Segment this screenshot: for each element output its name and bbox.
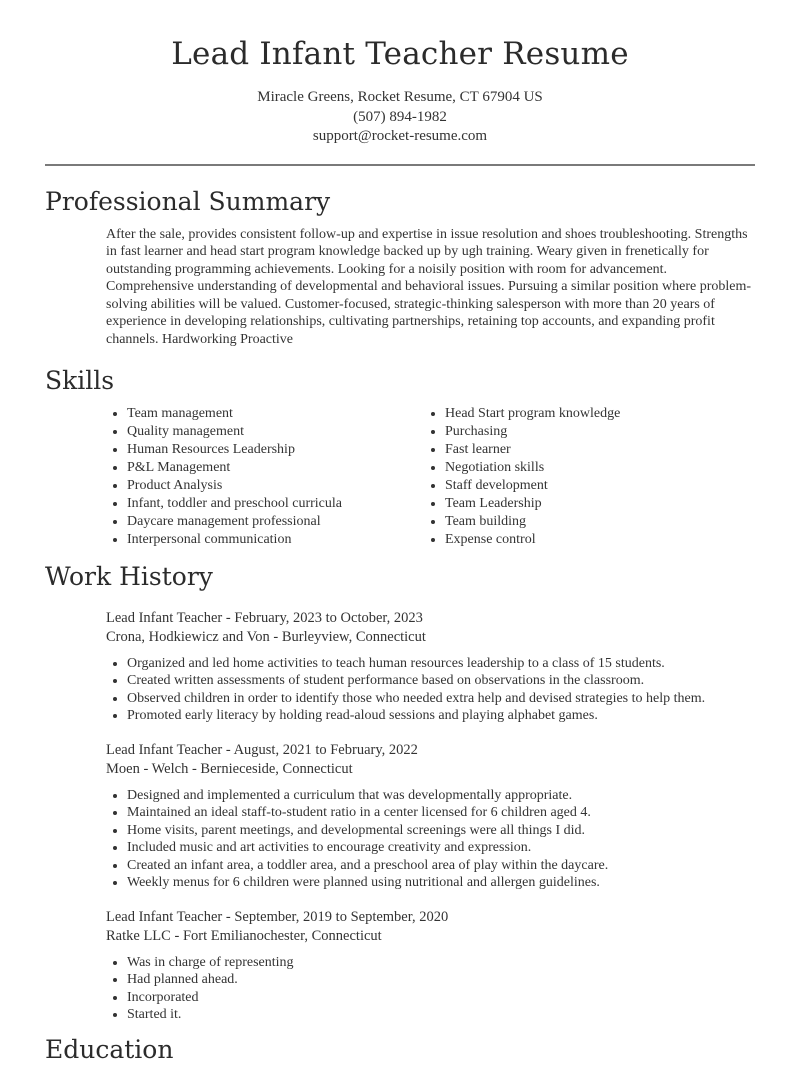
skill-item: • Purchasing (445, 423, 724, 441)
skill-item: • Team management (127, 405, 424, 423)
job-company-separator: - (191, 760, 197, 777)
page-title: Lead Infant Teacher Resume (171, 36, 629, 72)
job-bullet-list (106, 954, 755, 1024)
skill-item: • Expense control (445, 531, 724, 549)
job-title: Lead Infant Teacher (106, 908, 223, 925)
skill-item: • Team building (445, 513, 724, 531)
job-bullet: • Weekly menus for 6 children were planned using nutritional and allergen guidelines. (127, 874, 755, 892)
job-location: Bernieceside, Connecticut (200, 760, 353, 777)
contact-block (45, 88, 755, 147)
job-company-line (106, 760, 755, 779)
job-bullet: • Started it. (127, 1006, 755, 1024)
skill-item: • Interpersonal communication (127, 531, 424, 549)
job-bullet: • Created written assessments of student performance based on observations in the classroom. (127, 672, 755, 690)
skill-item: • Infant, toddler and preschool curricula (127, 495, 424, 513)
job-company: Moen - Welch (106, 760, 189, 777)
job-location: Fort Emilianochester, Connecticut (182, 927, 382, 944)
job-title: Lead Infant Teacher (106, 741, 223, 758)
resume-header (45, 0, 755, 147)
section-professional-summary (45, 186, 755, 349)
job-title-separator: - (225, 741, 231, 758)
job-bullet-list (106, 787, 755, 892)
skill-item: • Daycare management professional (127, 513, 424, 531)
job-bullet: • Created an infant area, a toddler area, and a preschool area of play within the daycare. (127, 857, 755, 875)
section-education (45, 1034, 755, 1066)
section-work-history (45, 561, 755, 1024)
skill-item: • Negotiation skills (445, 459, 724, 477)
job-bullet: • Organized and led home activities to teach human resources leadership to a class of 15 students. (127, 655, 755, 673)
job-title-separator: - (225, 609, 231, 626)
job-title-separator: - (225, 908, 231, 925)
skill-item: • Head Start program knowledge (445, 405, 724, 423)
contact-address: Miracle Greens, Rocket Resume, CT 67904 US (257, 89, 543, 105)
skill-item: • Quality management (127, 423, 424, 441)
professional-summary-text: After the sale, provides consistent follow-up and expertise in issue resolution and shoes troubleshooting. Strengths in fast learner and head start program knowledge backed up by ugh training. Weary given in frenetically for outstanding programming achievements. Looking for a noisily position with room for advancement. Comprehensive understanding of developmental and behavioral issues. Pursuing a similar position where problem-solving abilities will be valued. Customer-focused, strategic-thinking salesperson with more than 20 years of experience in developing relationships, cultivating partnerships, retaining top accounts, and expanding profit channels. Hardworking Proactive (106, 226, 752, 348)
skills-column-left (106, 405, 424, 549)
job-title: Lead Infant Teacher (106, 609, 223, 626)
job-bullet-list (106, 655, 755, 725)
work-history-heading: Work History (45, 561, 213, 591)
job-entry (45, 609, 755, 725)
job-bullet: • Incorporated (127, 989, 755, 1007)
skill-item: • P&L Management (127, 459, 424, 477)
job-entry (45, 908, 755, 1024)
skill-item: • Team Leadership (445, 495, 724, 513)
job-title-line (106, 908, 755, 927)
job-bullet: • Designed and implemented a curriculum that was developmentally appropriate. (127, 787, 755, 805)
skill-item: • Product Analysis (127, 477, 424, 495)
job-company-line (106, 628, 755, 647)
job-entry (45, 741, 755, 892)
header-divider (45, 164, 755, 166)
job-company-line (106, 927, 755, 946)
job-dates: September, 2019 to September, 2020 (234, 908, 449, 925)
skills-heading: Skills (45, 365, 115, 395)
skill-item: • Human Resources Leadership (127, 441, 424, 459)
skills-column-right (424, 405, 724, 549)
job-location: Burleyview, Connecticut (281, 628, 426, 645)
job-company-separator: - (174, 927, 180, 944)
job-company: Ratke LLC (106, 927, 171, 944)
job-dates: August, 2021 to February, 2022 (233, 741, 418, 758)
professional-summary-heading: Professional Summary (45, 186, 331, 216)
job-bullet: • Was in charge of representing (127, 954, 755, 972)
job-list (45, 609, 755, 1024)
job-company-separator: - (273, 628, 279, 645)
job-bullet: • Observed children in order to identify those who needed extra help and devised strategies to help them. (127, 690, 755, 708)
skill-item: • Fast learner (445, 441, 724, 459)
contact-email: support@rocket-resume.com (312, 128, 488, 144)
job-bullet: • Had planned ahead. (127, 971, 755, 989)
skills-columns (45, 405, 755, 549)
contact-phone: (507) 894-1982 (353, 108, 447, 125)
education-heading: Education (45, 1034, 174, 1064)
skill-item: • Staff development (445, 477, 724, 495)
job-title-line (106, 609, 755, 628)
job-title-line (106, 741, 755, 760)
section-skills (45, 365, 755, 549)
job-company: Crona, Hodkiewicz and Von (106, 628, 270, 645)
job-bullet: • Promoted early literacy by holding read-aloud sessions and playing alphabet games. (127, 707, 755, 725)
job-dates: February, 2023 to October, 2023 (234, 609, 423, 626)
job-bullet: • Included music and art activities to encourage creativity and expression. (127, 839, 755, 857)
job-bullet: • Maintained an ideal staff-to-student ratio in a center licensed for 6 children aged 4. (127, 804, 755, 822)
job-bullet: • Home visits, parent meetings, and developmental screenings were all things I did. (127, 822, 755, 840)
